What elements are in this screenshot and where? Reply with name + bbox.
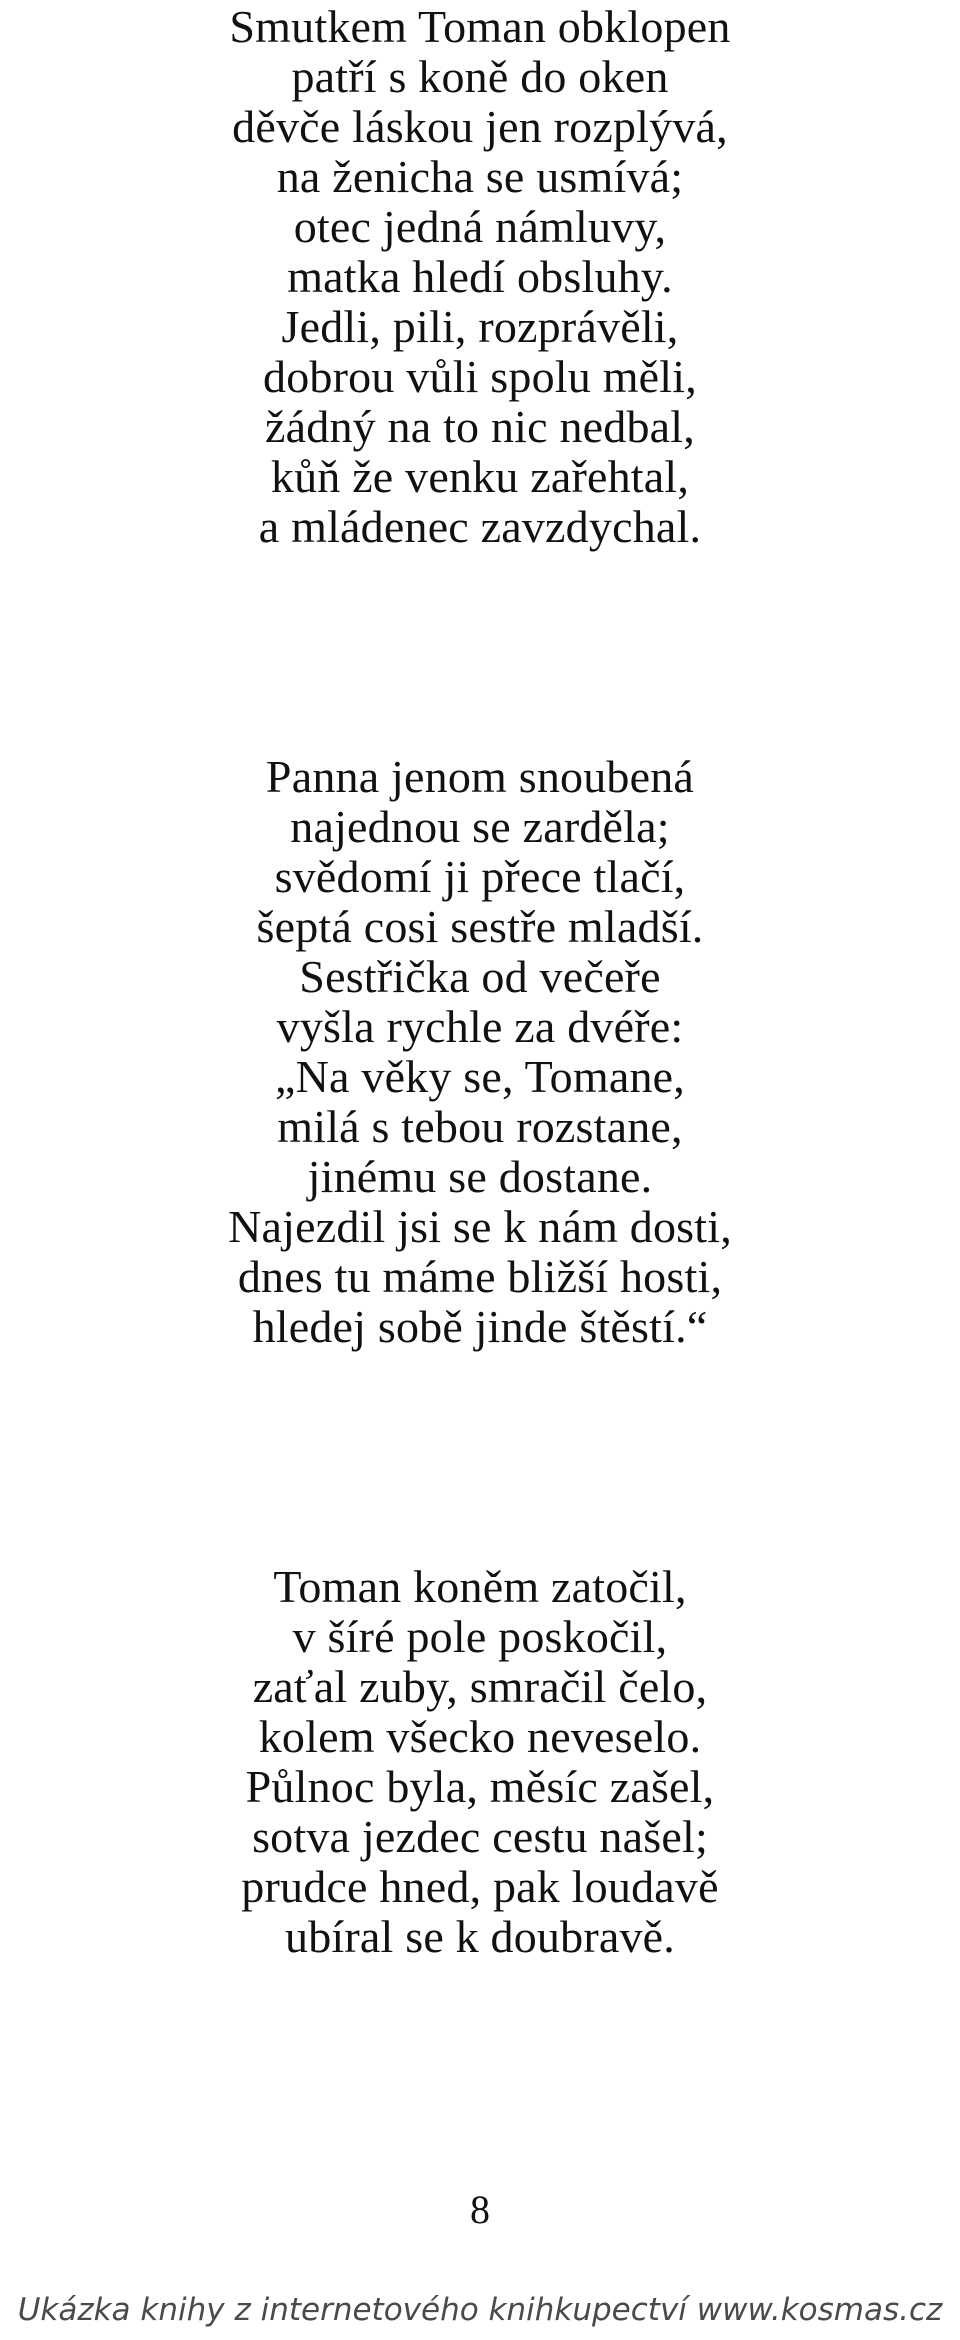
poem-line: Sestřička od večeře (299, 951, 661, 1002)
poem-line: na ženicha se usmívá; (276, 151, 684, 202)
poem-line: milá s tebou rozstane, (277, 1101, 683, 1152)
poem-line: otec jedná námluvy, (293, 201, 667, 252)
poem-line: kůň že venku zařehtal, (270, 451, 690, 502)
poem-line: děvče láskou jen rozplývá, (232, 101, 728, 152)
poem-line: Jedli, pili, rozprávěli, (281, 301, 679, 352)
poem-line: Toman koněm zatočil, (273, 1561, 687, 1612)
poem-line: Najezdil jsi se k nám dosti, (228, 1201, 732, 1252)
poem-line: vyšla rychle za dvéře: (276, 1001, 684, 1052)
poem-line: hledej sobě jinde štěstí.“ (252, 1301, 708, 1352)
poem-line: sotva jezdec cestu našel; (252, 1811, 708, 1862)
poem-line: patří s koně do oken (291, 51, 669, 102)
poem-line: dnes tu máme bližší hosti, (237, 1251, 723, 1302)
poem-line: dobrou vůli spolu měli, (263, 351, 697, 402)
poem-line: prudce hned, pak loudavě (241, 1861, 719, 1912)
poem-line: Smutkem Toman obklopen (229, 1, 731, 52)
footer-note: Ukázka knihy z internetového knihkupectví www.kosmas.cz (17, 2292, 943, 2328)
page-number: 8 (470, 2187, 490, 2232)
poem-line: „Na věky se, Tomane, (275, 1051, 685, 1102)
poem-line: Panna jenom snoubená (265, 751, 695, 802)
poem-line: matka hledí obsluhy. (287, 251, 673, 302)
poem-line: svědomí ji přece tlačí, (274, 851, 686, 902)
poem-line: šeptá cosi sestře mladší. (256, 901, 704, 952)
poem-line: a mládenec zavzdychal. (258, 501, 702, 552)
stanza-2 (0, 752, 960, 1352)
poem-line: ubíral se k doubravě. (285, 1911, 675, 1962)
poem-line: v šíré pole poskočil, (292, 1611, 668, 1662)
poem-line: kolem všecko neveselo. (258, 1711, 702, 1762)
stanza-1 (0, 2, 960, 552)
poem-line: žádný na to nic nedbal, (265, 401, 695, 452)
poem-line: jinému se dostane. (307, 1151, 653, 1202)
poem-line: Půlnoc byla, měsíc zašel, (245, 1761, 715, 1812)
poem-line: najednou se zarděla; (290, 801, 670, 852)
poem-line: zaťal zuby, smračil čelo, (252, 1661, 708, 1712)
stanza-3 (0, 1562, 960, 1962)
